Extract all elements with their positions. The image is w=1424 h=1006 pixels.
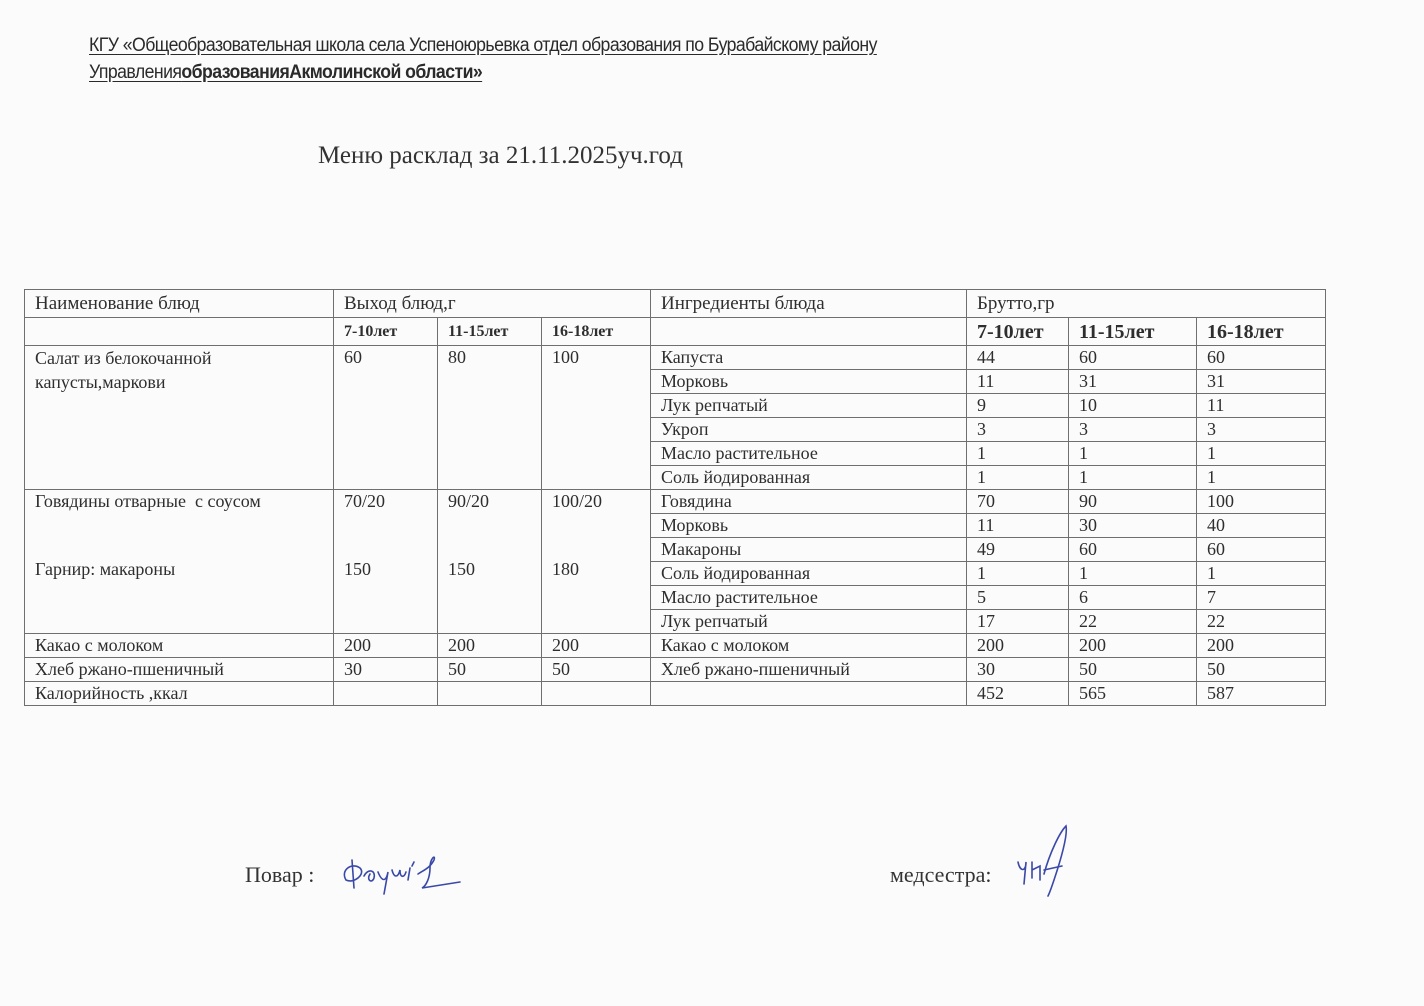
ingredient-gross: 11 — [967, 370, 1069, 394]
ingredient-gross: 60 — [1069, 538, 1197, 562]
calories-row — [25, 682, 1326, 706]
ingredient-gross: 31 — [1069, 370, 1197, 394]
header-row — [25, 290, 1326, 318]
dish-yield-garnish: 150 — [448, 559, 475, 579]
ingredient-name: Морковь — [651, 370, 967, 394]
ingredient-gross: 70 — [967, 490, 1069, 514]
table-row — [25, 658, 1326, 682]
ingredient-name: Говядина — [651, 490, 967, 514]
gross-age-7-10: 7-10лет — [967, 318, 1069, 346]
empty-cell — [25, 318, 334, 346]
ingredient-gross: 60 — [1197, 346, 1326, 370]
ingredient-name: Макароны — [651, 538, 967, 562]
dish-yield: 80 — [438, 346, 542, 490]
dish-yield: 50 — [438, 658, 542, 682]
empty-cell — [542, 682, 651, 706]
ingredient-gross: 17 — [967, 610, 1069, 634]
calories-value: 587 — [1197, 682, 1326, 706]
calories-label: Калорийность ,ккал — [25, 682, 334, 706]
ingredient-gross: 50 — [1069, 658, 1197, 682]
dish-yield-main: 90/20 — [448, 491, 490, 511]
ingredient-gross: 49 — [967, 538, 1069, 562]
dish-yield: 200 — [334, 634, 438, 658]
ingredient-gross: 22 — [1197, 610, 1326, 634]
dish-yield: 100 — [542, 346, 651, 490]
dish-yield-garnish: 150 — [344, 559, 371, 579]
ingredient-gross: 10 — [1069, 394, 1197, 418]
ingredient-gross: 60 — [1069, 346, 1197, 370]
dish-yield: 60 — [334, 346, 438, 490]
ingredient-name: Соль йодированная — [651, 466, 967, 490]
ingredient-gross: 11 — [967, 514, 1069, 538]
header-gross: Брутто,гр — [967, 290, 1326, 318]
gross-age-11-15: 11-15лет — [1069, 318, 1197, 346]
ingredient-gross: 6 — [1069, 586, 1197, 610]
ingredient-gross: 7 — [1197, 586, 1326, 610]
ingredient-gross: 90 — [1069, 490, 1197, 514]
org-line-2: УправленияобразованияАкмолинской области» — [89, 62, 483, 83]
ingredient-name: Соль йодированная — [651, 562, 967, 586]
ingredient-gross: 30 — [967, 658, 1069, 682]
ingredient-gross: 3 — [1197, 418, 1326, 442]
header-ingredients: Ингредиенты блюда — [651, 290, 967, 318]
dish-name: Салат из белокочанной капусты,маркови — [25, 346, 334, 490]
ingredient-name: Хлеб ржано-пшеничный — [651, 658, 967, 682]
ingredient-gross: 31 — [1197, 370, 1326, 394]
header-yield: Выход блюд,г — [334, 290, 651, 318]
dish-yield-garnish: 180 — [552, 559, 579, 579]
dish-name-main: Говядины отварные с соусом — [35, 491, 261, 511]
ingredient-gross: 1 — [1069, 442, 1197, 466]
dish-yield-main: 100/20 — [552, 491, 603, 511]
ingredient-name: Масло растительное — [651, 586, 967, 610]
table-row — [25, 346, 1326, 370]
ingredient-gross: 200 — [1069, 634, 1197, 658]
ingredient-name: Лук репчатый — [651, 610, 967, 634]
organization-header — [89, 32, 1075, 86]
dish-yield: 30 — [334, 658, 438, 682]
dish-yield: 200 — [542, 634, 651, 658]
ingredient-gross: 5 — [967, 586, 1069, 610]
ingredient-gross: 40 — [1197, 514, 1326, 538]
ingredient-gross: 100 — [1197, 490, 1326, 514]
dish-yield: 50 — [542, 658, 651, 682]
ingredient-gross: 1 — [1197, 442, 1326, 466]
ingredient-gross: 44 — [967, 346, 1069, 370]
ingredient-gross: 1 — [1197, 466, 1326, 490]
ingredient-gross: 200 — [967, 634, 1069, 658]
org-line-1: КГУ «Общеобразовательная школа села Успеноюрьевка отдел образования по Бурабайскому району — [89, 35, 877, 56]
ingredient-gross: 50 — [1197, 658, 1326, 682]
ingredient-gross: 1 — [1069, 562, 1197, 586]
ingredient-gross: 1 — [967, 442, 1069, 466]
yield-age-11-15: 11-15лет — [438, 318, 542, 346]
dish-name — [25, 490, 334, 634]
ingredient-gross: 1 — [967, 466, 1069, 490]
document-title: Меню расклад за 21.11.2025уч.год — [318, 142, 683, 169]
dish-yield-main: 70/20 — [344, 491, 386, 511]
dish-yield: 200 — [438, 634, 542, 658]
ingredient-gross: 11 — [1197, 394, 1326, 418]
nurse-signature-icon — [1010, 822, 1080, 902]
ingredient-gross: 22 — [1069, 610, 1197, 634]
nurse-signature-label: медсестра: — [890, 862, 992, 887]
ingredient-name: Капуста — [651, 346, 967, 370]
ingredient-gross: 3 — [1069, 418, 1197, 442]
empty-cell — [651, 682, 967, 706]
calories-value: 565 — [1069, 682, 1197, 706]
dish-yield — [542, 490, 651, 634]
cook-signature-label: Повар : — [245, 862, 315, 887]
empty-cell — [651, 318, 967, 346]
ingredient-name: Укроп — [651, 418, 967, 442]
ingredient-name: Какао с молоком — [651, 634, 967, 658]
table-row — [25, 490, 1326, 514]
yield-age-16-18: 16-18лет — [542, 318, 651, 346]
calories-value: 452 — [967, 682, 1069, 706]
ingredient-name: Масло растительное — [651, 442, 967, 466]
dish-name-garnish: Гарнир: макароны — [35, 559, 176, 579]
ingredient-gross: 30 — [1069, 514, 1197, 538]
ingredient-gross: 200 — [1197, 634, 1326, 658]
cook-signature-icon — [338, 848, 478, 896]
dish-name: Хлеб ржано-пшеничный — [25, 658, 334, 682]
ingredient-gross: 1 — [1069, 466, 1197, 490]
ingredient-gross: 9 — [967, 394, 1069, 418]
dish-yield — [438, 490, 542, 634]
ingredient-name: Лук репчатый — [651, 394, 967, 418]
ingredient-gross: 1 — [1197, 562, 1326, 586]
empty-cell — [334, 682, 438, 706]
header-dish-name: Наименование блюд — [25, 290, 334, 318]
dish-name: Какао с молоком — [25, 634, 334, 658]
age-group-row — [25, 318, 1326, 346]
ingredient-gross: 3 — [967, 418, 1069, 442]
menu-table — [24, 289, 1326, 706]
ingredient-gross: 1 — [967, 562, 1069, 586]
table-row — [25, 634, 1326, 658]
ingredient-gross: 60 — [1197, 538, 1326, 562]
empty-cell — [438, 682, 542, 706]
ingredient-name: Морковь — [651, 514, 967, 538]
yield-age-7-10: 7-10лет — [334, 318, 438, 346]
dish-yield — [334, 490, 438, 634]
gross-age-16-18: 16-18лет — [1197, 318, 1326, 346]
